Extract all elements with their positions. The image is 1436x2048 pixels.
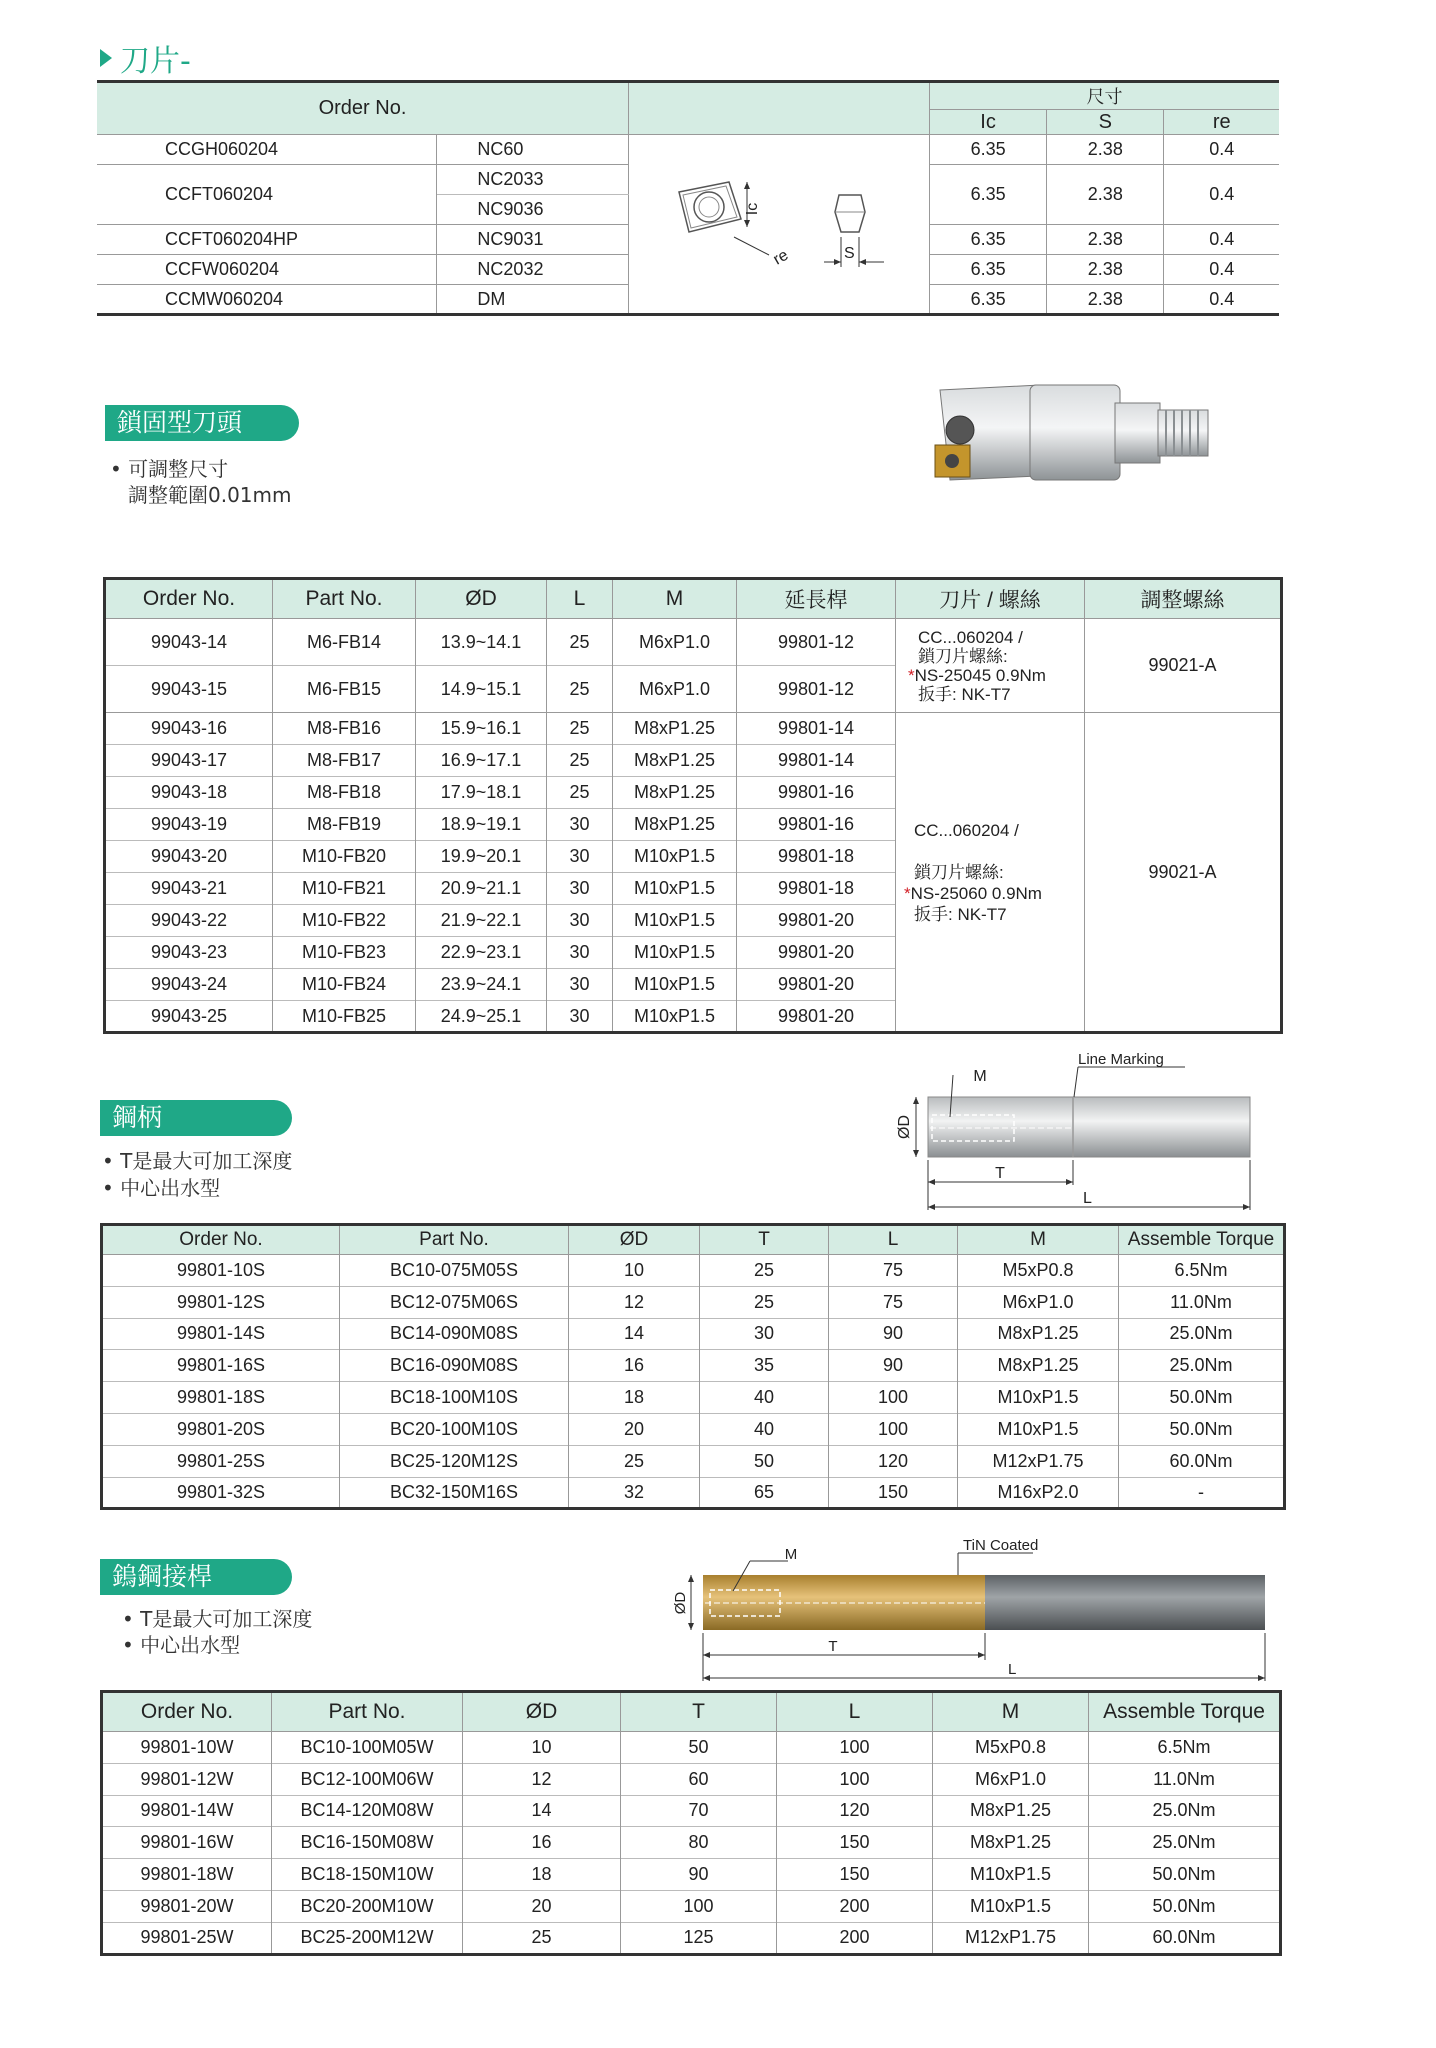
table-cell: 11.0Nm — [1153, 1768, 1215, 1789]
table-cell: 99801-18S — [102, 1382, 340, 1414]
bullet-range: 調整範圍0.01mm — [128, 483, 292, 507]
table-row: 99043-14 M6-FB14 13.9~14.1 25 M6xP1.0 99801-12 CC...060204 / 鎖刀片螺絲: *NS-25045 0.9Nm 扳手: NK-T7 99021-A — [105, 619, 1282, 666]
svg-text:TiN Coated: TiN Coated — [963, 1537, 1039, 1554]
table-cell: 16 — [463, 1827, 621, 1859]
table-row — [102, 1413, 1285, 1445]
table-row: 99043-19 M8-FB19 18.9~19.1 30 M8xP1.25 99801-16 — [105, 809, 1282, 841]
svg-text:S: S — [843, 244, 855, 262]
table-row: 99043-21 M10-FB21 20.9~21.1 30 M10xP1.5 99801-18 — [105, 873, 1282, 905]
inserts-table — [97, 80, 1279, 316]
table-cell: 25 — [463, 1922, 621, 1954]
table-row: CCFW060204 NC2032 6.35 2.38 0.4 — [97, 255, 1279, 285]
table-cell: BC25-200M12W — [272, 1922, 463, 1954]
table-cell: M10xP1.5 — [933, 1890, 1089, 1922]
table-cell: M8xP1.25 — [958, 1350, 1119, 1382]
table-cell: 100 — [829, 1413, 958, 1445]
table-cell: M5xP0.8 — [958, 1255, 1119, 1287]
table-cell: M8xP1.25 — [933, 1795, 1089, 1827]
table-row: 99043-25 M10-FB25 24.9~25.1 30 M10xP1.5 99801-20 — [105, 1001, 1282, 1033]
table-cell: M10xP1.5 — [933, 1859, 1089, 1891]
table-cell: 120 — [829, 1445, 958, 1477]
table-cell: 99801-14W — [102, 1795, 272, 1827]
table-cell: 18 — [569, 1382, 700, 1414]
table-cell: BC18-150M10W — [272, 1859, 463, 1891]
table-cell: BC10-075M05S — [340, 1255, 569, 1287]
section-title-heads: 鎖固型刀頭 — [105, 405, 299, 441]
table-row — [102, 1763, 1281, 1795]
table-cell: M5xP0.8 — [933, 1732, 1089, 1764]
table-cell: 6.5Nm — [1174, 1259, 1228, 1280]
table-cell: 32 — [569, 1477, 700, 1509]
steel-shank-table: Order No. Part No. ØD T L M Assemble Torque 99801-10S BC10-075M05S 10 25 75 M5xP0.8 6.5Nm 99801-12S BC12-075M06S 12 25 75 M6xP1.0 11.0Nm 99801-14S BC14-090M08S 14 30 90 M8xP1.25 25.0Nm 99801-16S BC16-090M08S 16 35 90 M8xP1.25 25.0Nm 99801-18S BC18-100M10S 18 40 100 M10xP1.5 50.0Nm 99801-20S BC20-100M10S 20 40 100 M10xP1.5 50.0Nm 99801-25S BC25-120M12S 25 50 120 M12xP1.75 60.0Nm 99801-32S BC32-150M16S 32 65 150 M16xP2.0 - — [100, 1223, 1286, 1510]
table-row — [102, 1890, 1281, 1922]
table-cell: 90 — [829, 1318, 958, 1350]
svg-text:re: re — [770, 246, 792, 268]
table-cell: 99801-32S — [102, 1477, 340, 1509]
table-cell: 50.0Nm — [1169, 1418, 1233, 1439]
table-cell: 99801-10W — [102, 1732, 272, 1764]
table-cell: 99801-25W — [102, 1922, 272, 1954]
table-row — [102, 1477, 1285, 1509]
table-cell: 50.0Nm — [1152, 1864, 1216, 1885]
table-row — [102, 1445, 1285, 1477]
bullet-coolant-carbide: • 中心出水型 — [122, 1633, 241, 1657]
table-cell: 50 — [621, 1732, 777, 1764]
table-row: NC9036 — [97, 195, 1279, 225]
table-cell: 12 — [569, 1286, 700, 1318]
table-row: 99043-18 M8-FB18 17.9~18.1 25 M8xP1.25 99801-16 — [105, 777, 1282, 809]
header-order-no: Order No. — [97, 82, 628, 135]
table-row — [102, 1255, 1285, 1287]
table-cell: 99801-20S — [102, 1413, 340, 1445]
table-cell: 65 — [700, 1477, 829, 1509]
table-cell: 150 — [777, 1827, 933, 1859]
table-cell: 12 — [463, 1763, 621, 1795]
table-cell: BC20-100M10S — [340, 1413, 569, 1445]
table-cell: BC12-075M06S — [340, 1286, 569, 1318]
section-title-steel: 鋼柄 — [100, 1100, 292, 1136]
table-cell: 25.0Nm — [1152, 1800, 1216, 1821]
table-cell: 16 — [569, 1350, 700, 1382]
table-cell: BC14-120M08W — [272, 1795, 463, 1827]
bullet-coolant: • 中心出水型 — [102, 1176, 221, 1200]
insert-screw-cell-1: CC...060204 / 鎖刀片螺絲: *NS-25045 0.9Nm 扳手: NK-T7 — [896, 619, 1085, 713]
svg-text:ØD: ØD — [896, 1115, 913, 1139]
table-cell: 25 — [700, 1255, 829, 1287]
table-cell: 99801-12W — [102, 1763, 272, 1795]
table-cell: 6.5Nm — [1157, 1736, 1211, 1757]
table-cell: BC18-100M10S — [340, 1382, 569, 1414]
table-cell: 100 — [777, 1763, 933, 1795]
table-cell: 90 — [621, 1859, 777, 1891]
table-cell: M8xP1.25 — [958, 1318, 1119, 1350]
table-cell: 99801-18W — [102, 1859, 272, 1891]
table-cell: 11.0Nm — [1170, 1291, 1232, 1312]
table-cell: 35 — [700, 1350, 829, 1382]
table-row: CCGH060204 NC60 Ic re S 6.35 2.38 0.4 — [97, 135, 1279, 165]
table-row: 99043-24 M10-FB24 23.9~24.1 30 M10xP1.5 99801-20 — [105, 969, 1282, 1001]
table-row — [102, 1795, 1281, 1827]
table-row — [102, 1859, 1281, 1891]
table-cell: BC10-100M05W — [272, 1732, 463, 1764]
table-cell: 50 — [700, 1445, 829, 1477]
table-cell: BC25-120M12S — [340, 1445, 569, 1477]
table-row — [102, 1286, 1285, 1318]
table-cell: 99801-25S — [102, 1445, 340, 1477]
table-row — [102, 1922, 1281, 1954]
boring-heads-table: Order No. Part No. ØD L M 延長桿 刀片 / 螺絲 調整螺絲 99043-14 M6-FB14 13.9~14.1 25 M6xP1.0 99801-12 CC...060204 / 鎖刀片螺絲: *NS-25045 0.9Nm 扳手: NK-T7 99021-A 99043-15 M6-FB15 14.9~15.1 25 M6xP1.0 99801-12 99043-16 M8-FB16 15.9~16.1 25 M8xP1.25 99801-14 CC...060204 / 鎖刀片螺絲: *NS-25060 0.9Nm 扳手: NK-T7 99021-A 99043-17 M8-FB17 16.9~17.1 25 M8xP1.25 99801-14 99043-18 M8-FB18 17.9~18.1 25 M8xP1.25 99801-16 99043-19 M8-FB19 18.9~19.1 30 M8xP1.25 99801-16 99043-20 M10-FB20 19.9~20.1 30 M10xP1.5 99801-18 99043-21 M10-FB21 20.9~21.1 30 M10xP1.5 99801-18 99043-22 M10-FB22 21.9~22.1 30 M10xP1.5 99801-20 99043-23 M10-FB23 22.9~23.1 30 M10xP1.5 99801-20 99043-24 M10-FB24 23.9~24.1 30 M10xP1.5 99801-20 99043-25 M10-FB25 24.9~25.1 30 M10xP1.5 99801-20 — [103, 577, 1283, 1034]
table-cell: M10xP1.5 — [958, 1413, 1119, 1445]
table-row: 99043-20 M10-FB20 19.9~20.1 30 M10xP1.5 99801-18 — [105, 841, 1282, 873]
table-cell: 20 — [463, 1890, 621, 1922]
table-cell: 125 — [621, 1922, 777, 1954]
table-cell: M12xP1.75 — [933, 1922, 1089, 1954]
table-cell: 25.0Nm — [1152, 1832, 1216, 1853]
table-cell: - — [1198, 1481, 1204, 1502]
insert-diagram-cell — [628, 135, 929, 315]
table-cell: BC14-090M08S — [340, 1318, 569, 1350]
table-cell: 90 — [829, 1350, 958, 1382]
header-s: S — [1047, 110, 1164, 135]
table-cell: 60 — [621, 1763, 777, 1795]
table-cell: 70 — [621, 1795, 777, 1827]
carbide-bar-diagram — [658, 1535, 1278, 1685]
table-cell: 120 — [777, 1795, 933, 1827]
bullet-depth-carbide: • T是最大可加工深度 — [122, 1607, 313, 1631]
table-row: 99043-23 M10-FB23 22.9~23.1 30 M10xP1.5 99801-20 — [105, 937, 1282, 969]
table-cell: 20 — [569, 1413, 700, 1445]
table-cell: 150 — [829, 1477, 958, 1509]
table-cell: BC20-200M10W — [272, 1890, 463, 1922]
table-cell: 10 — [463, 1732, 621, 1764]
table-cell: 40 — [700, 1413, 829, 1445]
svg-text:ØD: ØD — [672, 1591, 689, 1615]
table-row: 99043-17 M8-FB17 16.9~17.1 25 M8xP1.25 99801-14 — [105, 745, 1282, 777]
table-cell: M12xP1.75 — [958, 1445, 1119, 1477]
table-row — [102, 1382, 1285, 1414]
table-cell: 25.0Nm — [1169, 1355, 1233, 1376]
table-cell: 50.0Nm — [1152, 1895, 1216, 1916]
table-cell: 14 — [569, 1318, 700, 1350]
table-cell: 75 — [829, 1286, 958, 1318]
table-row — [102, 1827, 1281, 1859]
table-cell: 75 — [829, 1255, 958, 1287]
table-cell: 100 — [777, 1732, 933, 1764]
header-dimensions: 尺寸 — [929, 82, 1279, 110]
header-diagram-blank — [628, 82, 929, 135]
svg-text:T: T — [995, 1165, 1005, 1182]
table-cell: M16xP2.0 — [958, 1477, 1119, 1509]
table-cell: 60.0Nm — [1169, 1450, 1233, 1471]
table-cell: M6xP1.0 — [933, 1763, 1089, 1795]
table-cell: 150 — [777, 1859, 933, 1891]
table-row: CCFT060204HP NC9031 6.35 2.38 0.4 — [97, 225, 1279, 255]
table-cell: 80 — [621, 1827, 777, 1859]
table-cell: 18 — [463, 1859, 621, 1891]
table-cell: 25 — [700, 1286, 829, 1318]
table-row: CCFT060204 NC2033 6.35 2.38 0.4 — [97, 165, 1279, 195]
table-row: 99043-15 M6-FB15 14.9~15.1 25 M6xP1.0 99801-12 — [105, 666, 1282, 713]
table-cell: 40 — [700, 1382, 829, 1414]
table-cell: 99801-14S — [102, 1318, 340, 1350]
table-cell: 25 — [569, 1445, 700, 1477]
table-cell: 30 — [700, 1318, 829, 1350]
carbide-bar-table: Order No. Part No. ØD T L M Assemble Torque 99801-10W BC10-100M05W 10 50 100 M5xP0.8 6.5Nm 99801-12W BC12-100M06W 12 60 100 M6xP1.0 11.0Nm 99801-14W BC14-120M08W 14 70 120 M8xP1.25 25.0Nm 99801-16W BC16-150M08W 16 80 150 M8xP1.25 25.0Nm 99801-18W BC18-150M10W 18 90 150 M10xP1.5 50.0Nm 99801-20W BC20-200M10W 20 100 200 M10xP1.5 50.0Nm 99801-25W BC25-200M12W 25 125 200 M12xP1.75 60.0Nm — [100, 1690, 1282, 1956]
table-row — [102, 1350, 1285, 1382]
table-cell: BC32-150M16S — [340, 1477, 569, 1509]
table-cell: BC16-150M08W — [272, 1827, 463, 1859]
table-row — [102, 1318, 1285, 1350]
table-cell: 25.0Nm — [1169, 1323, 1233, 1344]
table-cell: 14 — [463, 1795, 621, 1827]
svg-text:L: L — [1008, 1661, 1017, 1678]
svg-text:L: L — [1083, 1190, 1092, 1207]
header-re: re — [1164, 110, 1279, 135]
table-row: 99043-16 M8-FB16 15.9~16.1 25 M8xP1.25 99801-14 CC...060204 / 鎖刀片螺絲: *NS-25060 0.9Nm 扳手: NK-T7 99021-A — [105, 713, 1282, 745]
table-cell: M8xP1.25 — [933, 1827, 1089, 1859]
svg-text:T: T — [828, 1638, 838, 1655]
insert-screw-cell-2: CC...060204 / 鎖刀片螺絲: *NS-25060 0.9Nm 扳手: NK-T7 — [896, 713, 1085, 1033]
insert-diagram — [629, 137, 929, 307]
table-cell: BC16-090M08S — [340, 1350, 569, 1382]
table-cell: 200 — [777, 1922, 933, 1954]
table-cell: 100 — [621, 1890, 777, 1922]
table-cell: 99801-16S — [102, 1350, 340, 1382]
svg-text:Line Marking: Line Marking — [1078, 1051, 1164, 1068]
table-cell: 99801-12S — [102, 1286, 340, 1318]
section-heading-inserts: 刀片- — [120, 44, 191, 79]
table-row: 99043-22 M10-FB22 21.9~22.1 30 M10xP1.5 99801-20 — [105, 905, 1282, 937]
table-cell: 100 — [829, 1382, 958, 1414]
bullet-adjustable: • 可調整尺寸 — [110, 457, 229, 481]
header-ic: Ic — [929, 110, 1046, 135]
table-cell: 99801-16W — [102, 1827, 272, 1859]
table-row: CCMW060204 DM 6.35 2.38 0.4 — [97, 285, 1279, 315]
table-cell: M6xP1.0 — [958, 1286, 1119, 1318]
table-cell: BC12-100M06W — [272, 1763, 463, 1795]
steel-shank-diagram — [888, 1045, 1268, 1215]
table-cell: 10 — [569, 1255, 700, 1287]
table-cell: M10xP1.5 — [958, 1382, 1119, 1414]
svg-text:M: M — [973, 1068, 987, 1085]
table-row — [102, 1732, 1281, 1764]
svg-text:Ic: Ic — [743, 202, 761, 215]
svg-text:M: M — [784, 1546, 798, 1563]
bullet-depth: • T是最大可加工深度 — [102, 1149, 293, 1173]
table-cell: 50.0Nm — [1169, 1387, 1233, 1408]
boring-head-image — [930, 375, 1230, 495]
table-cell: 200 — [777, 1890, 933, 1922]
table-cell: 99801-20W — [102, 1890, 272, 1922]
section-title-carbide: 鎢鋼接桿 — [100, 1559, 292, 1595]
table-cell: 60.0Nm — [1152, 1927, 1216, 1948]
triangle-bullet-icon — [98, 47, 114, 69]
table-cell: 99801-10S — [102, 1255, 340, 1287]
